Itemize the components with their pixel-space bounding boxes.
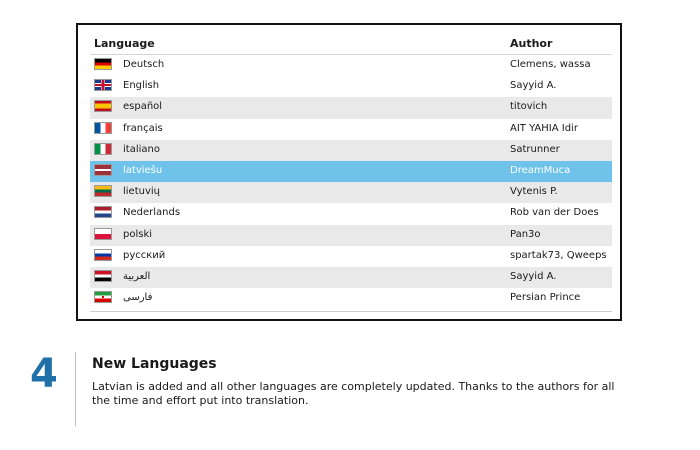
language-name: Deutsch [123, 59, 165, 70]
language-author: spartak73, Qweeps [510, 249, 607, 261]
language-author: Vytenis P. [510, 186, 558, 198]
language-name: español [123, 101, 163, 113]
step-divider [75, 352, 76, 426]
column-header-author[interactable]: Author [510, 37, 553, 50]
language-row-lietuviu[interactable] [90, 182, 612, 203]
language-author: Rob van der Does [510, 207, 599, 219]
language-row-english[interactable] [90, 76, 612, 97]
russia-flag-icon [94, 249, 112, 261]
language-list-panel [76, 23, 622, 321]
language-row-francais[interactable] [90, 119, 612, 140]
language-row-latviesu[interactable] [90, 161, 612, 182]
spain-flag-icon [94, 100, 112, 112]
language-name: latviešu [123, 164, 163, 176]
language-author: Pan3o [510, 228, 541, 240]
section-description: Latvian is added and all other languages are completely updated. Thanks to the authors for all the time and effort put into translation. [92, 380, 615, 407]
language-author: Persian Prince [510, 292, 581, 304]
language-name: lietuvių [123, 186, 161, 198]
egypt-flag-icon [94, 270, 112, 282]
language-row-italiano[interactable] [90, 140, 612, 161]
language-author: Sayyid A. [510, 270, 557, 282]
language-rows [90, 55, 612, 309]
italy-flag-icon [94, 143, 112, 155]
language-author: Satrunner [510, 143, 560, 155]
language-name: polski [123, 228, 153, 240]
language-name: русский [123, 249, 166, 261]
column-header-language[interactable]: Language [94, 37, 155, 50]
latvia-flag-icon [94, 164, 112, 176]
language-name: italiano [123, 143, 160, 155]
language-author: Sayyid A. [510, 80, 557, 92]
step-number: 4 [30, 351, 58, 397]
language-row-espanol[interactable] [90, 97, 612, 118]
uk-flag-icon [94, 79, 112, 91]
section-title: New Languages [92, 356, 217, 372]
table-header [90, 32, 612, 55]
language-name: العربية [123, 270, 151, 282]
language-row-farsi[interactable] [90, 288, 612, 309]
language-name: فارسی [123, 292, 153, 304]
germany-flag-icon [94, 58, 112, 70]
language-author: DreamMuca [510, 164, 571, 176]
language-row-arabic[interactable] [90, 267, 612, 288]
language-row-russkiy[interactable] [90, 246, 612, 267]
france-flag-icon [94, 122, 112, 134]
language-author: AIT YAHIA Idir [510, 122, 578, 134]
table-bottom-divider [90, 311, 612, 312]
language-row-polski[interactable] [90, 225, 612, 246]
language-name: English [123, 80, 160, 92]
language-author: Clemens, wassa [510, 59, 591, 70]
iran-flag-icon [94, 291, 112, 303]
lithuania-flag-icon [94, 185, 112, 197]
language-row-deutsch[interactable] [90, 55, 612, 76]
language-row-nederlands[interactable] [90, 203, 612, 224]
language-name: français [123, 122, 163, 134]
language-name: Nederlands [123, 207, 181, 219]
language-author: titovich [510, 101, 548, 113]
netherlands-flag-icon [94, 206, 112, 218]
poland-flag-icon [94, 228, 112, 240]
